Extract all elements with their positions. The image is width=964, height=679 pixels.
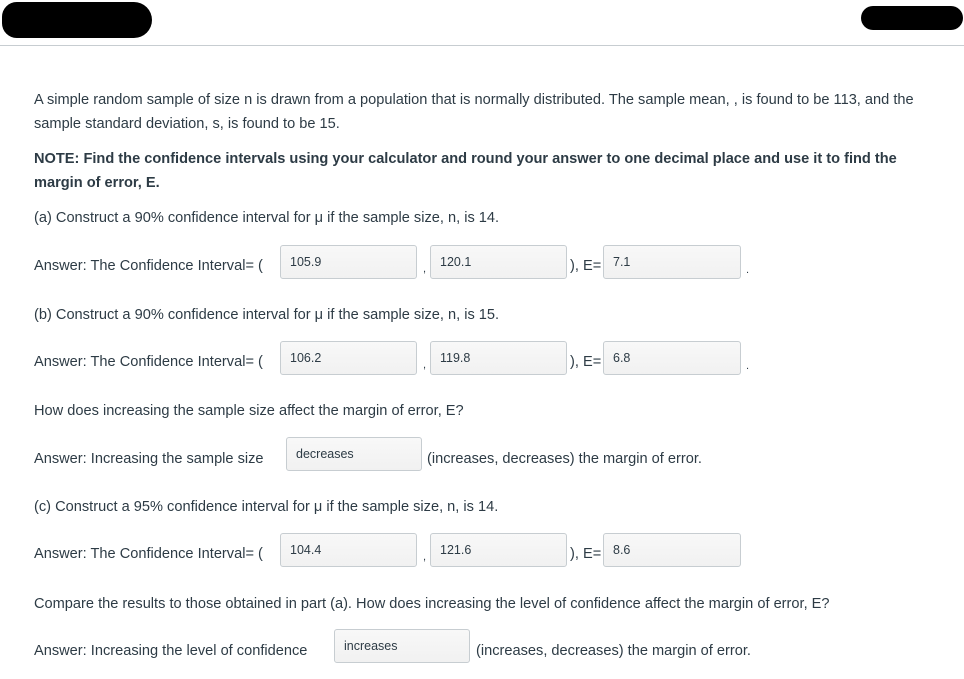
- sample-size-answer-input[interactable]: decreases: [286, 437, 422, 471]
- part-a-question: [34, 208, 499, 228]
- confidence-answer-prefix: Answer: Increasing the level of confidence: [34, 643, 308, 659]
- part-b-e-label: ), E=: [570, 354, 602, 370]
- part-a-lower-input[interactable]: 105.9: [280, 245, 417, 279]
- sample-size-answer-suffix: (increases, decreases) the margin of error.: [427, 451, 702, 467]
- part-c-label: (c): [34, 499, 52, 515]
- part-c-e-label: ), E=: [570, 546, 602, 562]
- part-c-question-text: Construct a 95% confidence interval for μ if the sample size, n, is 14.: [55, 499, 499, 515]
- part-c-answer-prefix: Answer: The Confidence Interval= (: [34, 546, 263, 562]
- problem-note: NOTE: Find the confidence intervals using your calculator and round your answer to one decimal place and use it to find the margin of error, E.: [34, 151, 897, 191]
- part-a-comma: ,: [423, 263, 427, 275]
- header-bar: [0, 0, 964, 46]
- sample-size-answer-prefix: Answer: Increasing the sample size: [34, 451, 264, 467]
- part-b-answer-prefix: Answer: The Confidence Interval= (: [34, 354, 263, 370]
- part-a-answer-prefix: Answer: The Confidence Interval= (: [34, 258, 263, 274]
- part-c-e-input[interactable]: 8.6: [603, 533, 741, 567]
- part-c-comma: ,: [423, 551, 427, 563]
- confidence-answer-input[interactable]: increases: [334, 629, 470, 663]
- part-c-upper-input[interactable]: 121.6: [430, 533, 567, 567]
- redacted-user-block: [861, 6, 963, 30]
- part-c-lower-input[interactable]: 104.4: [280, 533, 417, 567]
- part-a-e-input[interactable]: 7.1: [603, 245, 741, 279]
- confidence-answer-suffix: (increases, decreases) the margin of error.: [476, 643, 751, 659]
- part-c-question: [34, 497, 498, 517]
- part-a-upper-input[interactable]: 120.1: [430, 245, 567, 279]
- part-a-e-label: ), E=: [570, 258, 602, 274]
- part-b-label: (b): [34, 307, 52, 323]
- header-divider: [0, 45, 964, 46]
- sample-size-question: How does increasing the sample size affect the margin of error, E?: [34, 403, 464, 419]
- part-a-period: .: [746, 264, 750, 276]
- part-b-e-input[interactable]: 6.8: [603, 341, 741, 375]
- part-b-upper-input[interactable]: 119.8: [430, 341, 567, 375]
- part-a-label: (a): [34, 210, 52, 226]
- problem-intro: A simple random sample of size n is drawn from a population that is normally distributed. The sample mean, , is found to be 113, and the sample standard deviation, s, is found to be 15.: [34, 92, 914, 132]
- part-b-lower-input[interactable]: 106.2: [280, 341, 417, 375]
- part-b-question: [34, 305, 499, 325]
- compare-question: Compare the results to those obtained in part (a). How does increasing the level of confidence affect the margin of error, E?: [34, 596, 830, 612]
- part-a-question-text: Construct a 90% confidence interval for μ if the sample size, n, is 14.: [55, 210, 500, 226]
- part-b-comma: ,: [423, 359, 427, 371]
- part-b-period: .: [746, 360, 750, 372]
- part-b-question-text: Construct a 90% confidence interval for μ if the sample size, n, is 15.: [55, 307, 500, 323]
- redacted-title-block: [2, 2, 152, 38]
